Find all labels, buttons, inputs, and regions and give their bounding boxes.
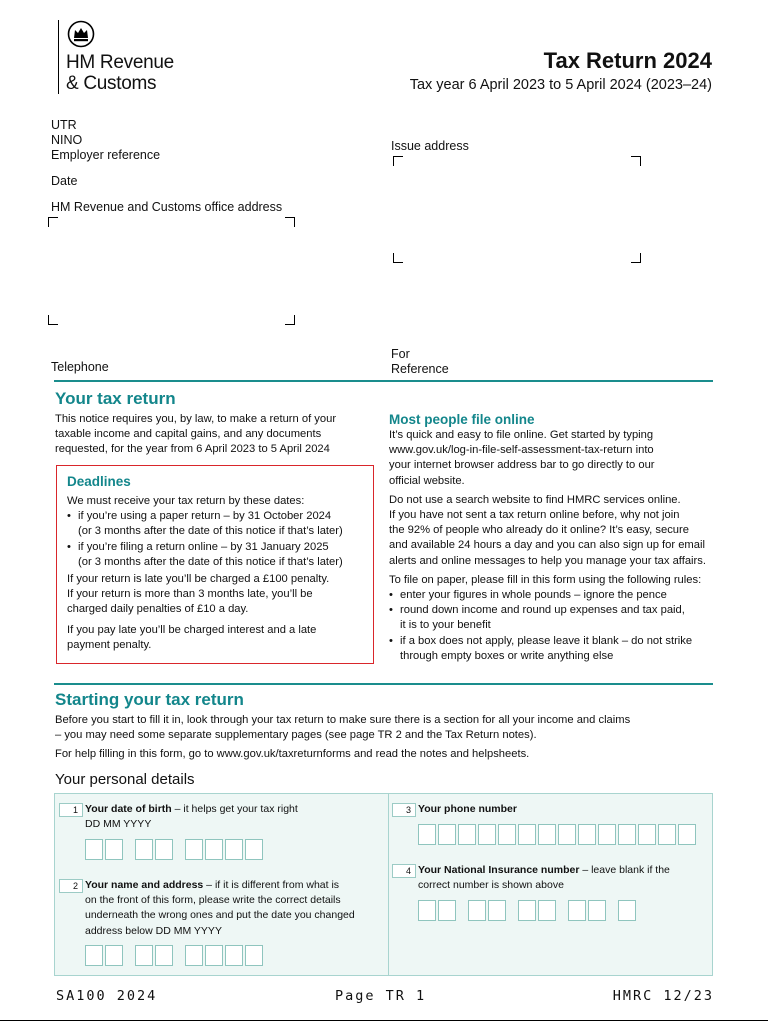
utr-label: UTR xyxy=(51,118,77,132)
paper-rule xyxy=(389,603,719,633)
interest-line: If you pay late you’ll be charged interest and a late xyxy=(67,623,317,636)
office-address-corner-tl xyxy=(48,217,58,227)
deadlines-list xyxy=(67,509,367,570)
digit-box[interactable] xyxy=(458,824,476,845)
digit-box[interactable] xyxy=(468,900,486,921)
nino-label: NINO xyxy=(51,133,83,147)
page-subtitle: Tax year 6 April 2023 to 5 April 2024 (2023–24) xyxy=(409,77,712,93)
org-name xyxy=(66,52,174,94)
q2-text: address below DD MM YYYY xyxy=(85,924,222,937)
digit-box[interactable] xyxy=(538,900,556,921)
date-of-birth-input[interactable] xyxy=(85,839,263,860)
paper-rule-line: • if a box does not apply, please leave it blank – do not strike xyxy=(400,634,693,647)
q2-text: underneath the wrong ones and put the date you changed xyxy=(85,909,355,922)
digit-box[interactable] xyxy=(588,900,606,921)
q1-title: Your date of birth xyxy=(85,803,172,815)
digit-box[interactable] xyxy=(245,839,263,860)
penalty-paragraph xyxy=(67,572,367,618)
deadlines-intro: We must receive your tax return by these dates: xyxy=(67,495,305,507)
question-number: 1 xyxy=(59,803,83,817)
digit-box[interactable] xyxy=(478,824,496,845)
digit-box[interactable] xyxy=(205,945,223,966)
telephone-label: Telephone xyxy=(51,360,109,374)
q4-label xyxy=(418,863,708,893)
intro-line: taxable income and capital gains, and any documents xyxy=(55,428,322,441)
digit-box[interactable] xyxy=(538,824,556,845)
paper-rule-line: it is to your benefit xyxy=(400,619,491,632)
section-divider xyxy=(54,683,713,685)
online-para2 xyxy=(389,493,719,569)
paper-rules-list xyxy=(389,588,719,664)
q1-format: DD MM YYYY xyxy=(85,818,152,831)
digit-box[interactable] xyxy=(155,945,173,966)
bottom-rule xyxy=(0,1020,768,1021)
online-line: It’s quick and easy to file online. Get started by typing xyxy=(389,429,654,441)
issue-address-corner-bl xyxy=(393,253,403,263)
deadline-item-note: (or 3 months after the date of this notice if that’s later) xyxy=(78,555,343,568)
online-line: Do not use a search website to find HMRC services online. xyxy=(389,493,681,506)
address-change-date-input[interactable] xyxy=(85,945,263,966)
deadline-item-line: • if you’re using a paper return – by 31 October 2024 xyxy=(78,510,332,523)
penalty-line: If your return is late you’ll be charged a £100 penalty. xyxy=(67,573,330,586)
employer-reference-label: Employer reference xyxy=(51,148,161,162)
q1-label xyxy=(85,802,375,832)
digit-box[interactable] xyxy=(418,900,436,921)
digit-box[interactable] xyxy=(678,824,696,845)
digit-box[interactable] xyxy=(85,839,103,860)
q4-text: – leave blank if the xyxy=(579,864,670,876)
digit-box[interactable] xyxy=(638,824,656,845)
interest-line: payment penalty. xyxy=(67,638,152,651)
digit-box[interactable] xyxy=(518,900,536,921)
digit-box[interactable] xyxy=(488,900,506,921)
deadline-item xyxy=(67,509,367,539)
file-online-heading: Most people file online xyxy=(389,412,535,427)
penalty-line: charged daily penalties of £10 a day. xyxy=(67,603,249,616)
personal-details-heading: Your personal details xyxy=(55,771,195,788)
q3-label xyxy=(418,802,517,817)
digit-box[interactable] xyxy=(85,945,103,966)
page-title: Tax Return 2024 xyxy=(543,48,712,73)
for-reference-label-1: For xyxy=(391,347,410,361)
digit-box[interactable] xyxy=(185,839,203,860)
paper-rule-line: • enter your figures in whole pounds – ignore the pence xyxy=(400,589,667,602)
starting-heading: Starting your tax return xyxy=(55,690,244,709)
q1-text: – it helps get your tax right xyxy=(171,803,298,815)
digit-box[interactable] xyxy=(598,824,616,845)
org-name-line2: & Customs xyxy=(66,73,157,94)
date-label: Date xyxy=(51,174,78,188)
form-code: SA100 2024 xyxy=(56,988,158,1004)
digit-box[interactable] xyxy=(225,945,243,966)
digit-box[interactable] xyxy=(418,824,436,845)
q2-label xyxy=(85,878,385,939)
starting-line: Before you start to fill it in, look through your tax return to make sure there is a section for all your income and claims xyxy=(55,714,631,726)
phone-number-input[interactable] xyxy=(418,824,696,845)
digit-box[interactable] xyxy=(225,839,243,860)
tax-return-intro xyxy=(55,412,375,458)
deadlines-heading: Deadlines xyxy=(67,474,131,489)
your-tax-return-heading: Your tax return xyxy=(55,389,176,408)
panel-divider xyxy=(388,793,389,976)
digit-box[interactable] xyxy=(135,839,153,860)
digit-box[interactable] xyxy=(558,824,576,845)
intro-line: This notice requires you, by law, to make a return of your xyxy=(55,413,337,425)
question-number: 3 xyxy=(392,803,416,817)
q4-text: correct number is shown above xyxy=(418,879,564,892)
digit-box[interactable] xyxy=(438,824,456,845)
online-line: your internet browser address bar to go directly to our xyxy=(389,459,655,472)
question-number: 2 xyxy=(59,879,83,893)
starting-line: – you may need some separate supplementary pages (see page TR 2 and the Tax Return notes). xyxy=(55,729,537,742)
digit-box[interactable] xyxy=(568,900,586,921)
online-line: official website. xyxy=(389,474,465,487)
interest-paragraph xyxy=(67,623,367,653)
digit-box[interactable] xyxy=(155,839,173,860)
for-reference-label-2: Reference xyxy=(391,362,449,376)
issue-address-corner-br xyxy=(631,253,641,263)
online-line: If you have not sent a tax return online before, why not join xyxy=(389,509,680,522)
office-address-corner-bl xyxy=(48,315,58,325)
q4-title: Your National Insurance number xyxy=(418,864,580,876)
question-number: 4 xyxy=(392,864,416,878)
digit-box[interactable] xyxy=(618,900,636,921)
org-name-line1: HM Revenue xyxy=(66,52,174,73)
file-online-body xyxy=(389,428,719,664)
online-line: and available 24 hours a day and you can also sign up for email xyxy=(389,539,705,552)
form-version: HMRC 12/23 xyxy=(612,988,714,1004)
online-line: the 92% of people who already do it online? It’s easy, secure xyxy=(389,524,689,537)
paper-rule xyxy=(389,588,719,603)
digit-box[interactable] xyxy=(658,824,676,845)
deadline-item xyxy=(67,540,367,570)
paper-intro: To file on paper, please fill in this form using the following rules: xyxy=(389,573,702,586)
deadline-item-note: (or 3 months after the date of this notice if that’s later) xyxy=(78,525,343,538)
digit-box[interactable] xyxy=(498,824,516,845)
online-line: www.gov.uk/log-in-file-self-assessment-tax-return into xyxy=(389,444,654,457)
intro-line: requested, for the year from 6 April 2023 to 5 April 2024 xyxy=(55,443,330,456)
issue-address-corner-tl xyxy=(393,156,403,166)
nino-input[interactable] xyxy=(418,900,636,921)
royal-crest-icon xyxy=(66,20,96,48)
page-number: Page TR 1 xyxy=(335,988,427,1004)
online-line: alerts and online messages to help you manage your tax affairs. xyxy=(389,554,706,567)
q2-title: Your name and address xyxy=(85,879,204,891)
digit-box[interactable] xyxy=(245,945,263,966)
issue-address-label: Issue address xyxy=(391,139,469,153)
digit-box[interactable] xyxy=(105,945,123,966)
office-address-corner-tr xyxy=(285,217,295,227)
deadlines-body xyxy=(67,494,367,653)
digit-box[interactable] xyxy=(578,824,596,845)
paper-rule xyxy=(389,634,719,664)
deadline-item-line: • if you’re filing a return online – by 31 January 2025 xyxy=(78,540,329,553)
office-address-corner-br xyxy=(285,315,295,325)
digit-box[interactable] xyxy=(438,900,456,921)
online-para1 xyxy=(389,428,719,489)
digit-box[interactable] xyxy=(105,839,123,860)
digit-box[interactable] xyxy=(205,839,223,860)
penalty-line: If your return is more than 3 months late, you’ll be xyxy=(67,588,313,601)
q3-title: Your phone number xyxy=(418,803,517,815)
digit-box[interactable] xyxy=(185,945,203,966)
issue-address-corner-tr xyxy=(631,156,641,166)
starting-body xyxy=(55,713,725,763)
logo-rule xyxy=(58,20,59,94)
q2-text: on the front of this form, please write the correct details xyxy=(85,894,341,907)
q2-text: – if it is different from what is xyxy=(203,879,340,891)
starting-help: For help filling in this form, go to www.gov.uk/taxreturnforms and read the notes and helpsheets. xyxy=(55,748,530,761)
digit-box[interactable] xyxy=(518,824,536,845)
digit-box[interactable] xyxy=(135,945,153,966)
paper-rule-line: through empty boxes or write anything else xyxy=(400,649,614,662)
digit-box[interactable] xyxy=(618,824,636,845)
paper-rule-line: • round down income and round up expenses and tax paid, xyxy=(400,604,685,617)
section-divider xyxy=(54,380,713,382)
office-address-label: HM Revenue and Customs office address xyxy=(51,200,283,214)
